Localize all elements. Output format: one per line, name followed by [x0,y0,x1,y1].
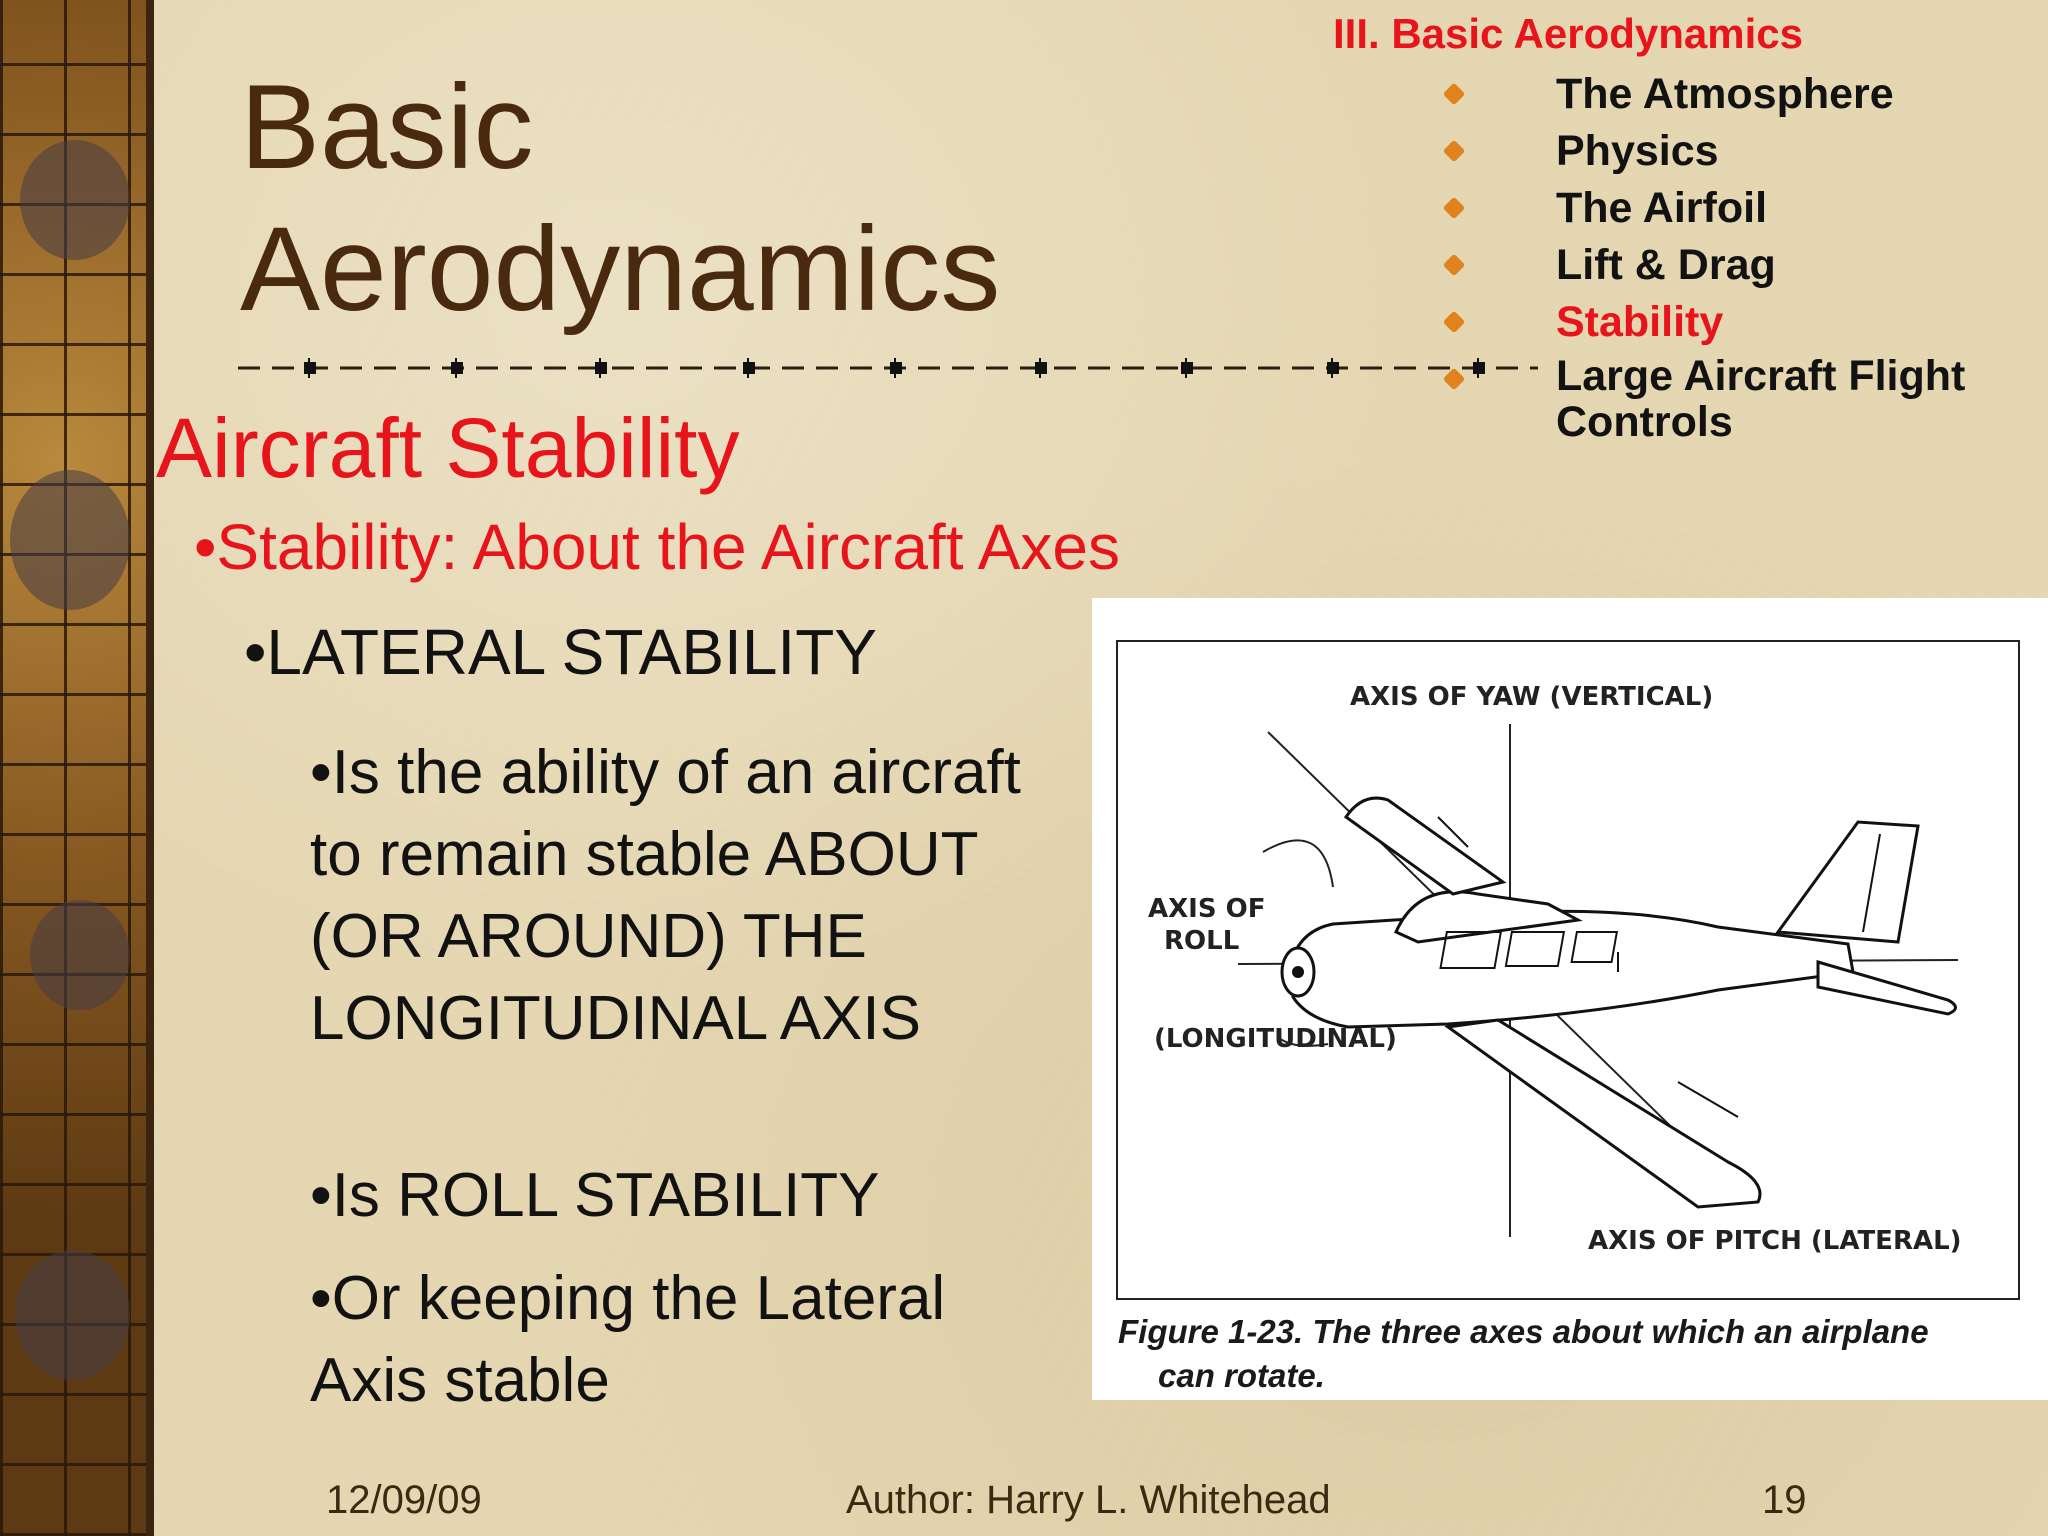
title-divider [238,358,1538,378]
airplane-axes-diagram [1118,642,2018,1298]
strip-edge [146,0,154,1536]
diamond-bullet-icon [1443,197,1466,220]
outline-item-label: The Atmosphere [1556,70,1894,118]
outline-item-atmosphere[interactable] [1440,68,1996,125]
roll-axis-label-2: ROLL [1164,926,1240,956]
outline-item-label: Physics [1556,127,1719,175]
section-heading: III. Basic Aerodynamics [1333,10,1803,57]
sub-bullet-point: •LATERAL STABILITY [244,616,877,688]
outline-item-physics[interactable] [1440,125,1996,182]
subheading: Aircraft Stability [156,401,740,495]
diamond-bullet-icon [1443,254,1466,277]
detail-point-1: •Is the ability of an aircraft to remain stable ABOUT (OR AROUND) THE LONGITUDINAL AXIS [310,738,1021,1053]
yaw-axis-label: AXIS OF YAW (VERTICAL) [1350,682,1714,712]
page-number: 19 [1762,1478,1807,1522]
diamond-bullet-icon [1443,83,1466,106]
figure-caption-line-1: Figure 1-23. The three axes about which an airplane [1118,1313,1929,1350]
figure-panel [1092,598,2048,1400]
outline-item-large-aircraft-flight-controls[interactable] [1440,352,1996,446]
roll-axis-label-1: AXIS OF [1148,894,1266,924]
outline-item-label: Large Aircraft Flight Controls [1556,352,1966,446]
roll-axis-label-3: (LONGITUDINAL) [1154,1024,1397,1054]
title-line-1: Basic [240,60,534,194]
figure-caption-line-2: can rotate. [1158,1357,1325,1394]
outline-item-airfoil[interactable] [1440,182,1996,239]
diamond-bullet-icon [1443,140,1466,163]
title-line-2: Aerodynamics [240,202,1001,336]
slide-title [240,56,1000,340]
diamond-bullet-icon [1443,368,1466,391]
footer-date: 12/09/09 [326,1478,482,1522]
figure-frame [1116,640,2020,1300]
outline-item-label: The Airfoil [1556,184,1768,232]
footer-author: Author: Harry L. Whitehead [846,1478,1331,1522]
section-outline [1440,68,1996,446]
outline-item-lift-drag[interactable] [1440,239,1996,296]
outline-item-stability[interactable] [1440,296,1996,353]
diamond-bullet-icon [1443,311,1466,334]
detail-point-3: •Or keeping the Lateral Axis stable [310,1264,946,1415]
bullet-point: •Stability: About the Aircraft Axes [194,511,1120,583]
detail-point-2: •Is ROLL STABILITY [310,1161,880,1230]
figure-caption [1118,1310,2038,1398]
decorative-side-strip [0,0,154,1536]
outline-item-label: Stability [1556,298,1724,346]
outline-item-label: Lift & Drag [1556,241,1776,289]
pitch-axis-label: AXIS OF PITCH (LATERAL) [1588,1226,1962,1256]
